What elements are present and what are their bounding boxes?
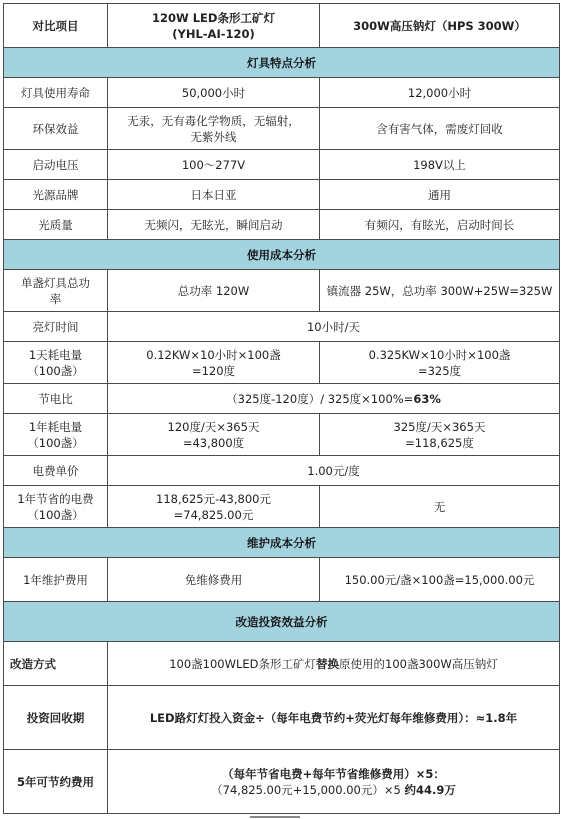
led-cell: [108, 342, 320, 384]
hps-cell: 含有害气体，需废灯回收: [320, 108, 560, 150]
section-row-retrofit: [4, 602, 560, 642]
section-title-features: 灯具特点分析: [4, 48, 560, 78]
shared-cell: LED路灯灯投入资金÷（每年电费节约+荧光灯每年维修费用）：≈1.8年: [108, 686, 560, 750]
row-label-line: 1天耗电量: [28, 347, 83, 362]
row-label: 节电比: [4, 384, 108, 414]
table-row: [4, 78, 560, 108]
hps-cell: 通用: [320, 180, 560, 210]
shared-cell: [108, 384, 560, 414]
row-label-line: 单盏灯具总功: [21, 275, 90, 290]
shared-cell: 1.00元/度: [108, 456, 560, 486]
five-year-result: 约44.9万: [404, 782, 456, 797]
table-row: [4, 456, 560, 486]
row-label: 电费单价: [4, 456, 108, 486]
hps-cell: 198V以上: [320, 150, 560, 180]
header-col-hps: 300W高压钠灯（HPS 300W）: [320, 4, 560, 48]
table-row: [4, 558, 560, 602]
hps-cell: 12,000小时: [320, 78, 560, 108]
row-label: 光源品牌: [4, 180, 108, 210]
led-cell: 日本日亚: [108, 180, 320, 210]
led-cell: [108, 414, 320, 456]
section-title-maintenance: 维护成本分析: [4, 528, 560, 558]
table-row: [4, 108, 560, 150]
row-label-line: （100盏）: [27, 363, 84, 378]
table-row: [4, 312, 560, 342]
row-label-line: 率: [49, 291, 62, 306]
row-label: [4, 270, 108, 312]
comparison-table: [3, 3, 560, 814]
row-label: 5年可节约费用: [4, 750, 108, 814]
led-cell-line: 118,625元-43,800元: [156, 491, 271, 506]
table-row: [4, 750, 560, 814]
five-year-calc-main: （74,825.00元+15,000.00元）×5: [211, 782, 405, 797]
section-row-maintenance: [4, 528, 560, 558]
led-cell: 100～277V: [108, 150, 320, 180]
led-cell: 免维修费用: [108, 558, 320, 602]
header-led-name: 120W LED条形工矿灯: [152, 10, 275, 25]
row-label: [4, 486, 108, 528]
led-cell: [108, 486, 320, 528]
row-label: 1年维护费用: [4, 558, 108, 602]
hps-cell-line: 0.325KW×10小时×100盏: [368, 347, 511, 362]
header-row: [4, 4, 560, 48]
saving-result: 63%: [413, 391, 441, 406]
section-row-features: [4, 48, 560, 78]
table-row: [4, 486, 560, 528]
section-row-cost: [4, 240, 560, 270]
section-title-cost: 使用成本分析: [4, 240, 560, 270]
header-col-led: [108, 4, 320, 48]
five-year-formula: （每年节省电费+每年节省维修费用）×5：: [222, 766, 445, 781]
led-cell-line: 无紫外线: [190, 129, 237, 144]
hps-cell-line: 325度/天×365天: [393, 419, 486, 434]
row-label: [4, 414, 108, 456]
five-year-calc: [112, 782, 555, 798]
led-cell: 50,000小时: [108, 78, 320, 108]
hps-cell: 150.00元/盏×100盏=15,000.00元: [320, 558, 560, 602]
table-row: [4, 210, 560, 240]
row-label: 光质量: [4, 210, 108, 240]
table-row: [4, 384, 560, 414]
row-label-line: （100盏）: [27, 435, 84, 450]
row-label: 启动电压: [4, 150, 108, 180]
table-row: [4, 180, 560, 210]
row-label: 投资回收期: [4, 686, 108, 750]
led-cell-line: =120度: [191, 363, 236, 378]
hps-cell: [320, 414, 560, 456]
row-label-line: 1年节省的电费: [17, 491, 94, 506]
method-text-post: 原使用的100盏300W高压钠灯: [339, 656, 498, 671]
header-col-item: 对比项目: [4, 4, 108, 48]
hps-cell-line: =118,625度: [405, 435, 474, 450]
shared-cell: 10小时/天: [108, 312, 560, 342]
table-row: [4, 342, 560, 384]
method-text-bold: 替换: [316, 656, 340, 671]
shared-cell: [108, 642, 560, 686]
led-cell-line: 无汞，无有毒化学物质，无辐射，: [127, 113, 300, 128]
row-label: 环保效益: [4, 108, 108, 150]
method-text-pre: 100盏100WLED条形工矿灯: [169, 656, 317, 671]
hps-cell: 无: [320, 486, 560, 528]
row-label-line: （100盏）: [27, 507, 84, 522]
led-cell: 总功率 120W: [108, 270, 320, 312]
page-divider: [250, 816, 300, 818]
row-label: 灯具使用寿命: [4, 78, 108, 108]
table-row: [4, 414, 560, 456]
row-label-line: 1年耗电量: [28, 419, 83, 434]
led-cell-line: 0.12KW×10小时×100盏: [146, 347, 281, 362]
row-label: 亮灯时间: [4, 312, 108, 342]
hps-cell: [320, 342, 560, 384]
table-row: [4, 642, 560, 686]
header-led-model: (YHL-AI-120): [172, 26, 255, 41]
led-cell-line: =43,800度: [182, 435, 245, 450]
table-row: [4, 150, 560, 180]
shared-cell: [108, 750, 560, 814]
led-cell-line: 120度/天×365天: [167, 419, 260, 434]
hps-cell: 有频闪，有眩光，启动时间长: [320, 210, 560, 240]
row-label: [4, 342, 108, 384]
row-label: 改造方式: [4, 642, 108, 686]
section-title-retrofit: 改造投资效益分析: [4, 602, 560, 642]
saving-formula: （325度-120度）/ 325度×100%=: [226, 391, 414, 406]
hps-cell-line: =325度: [417, 363, 462, 378]
led-cell: 无频闪，无眩光，瞬间启动: [108, 210, 320, 240]
table-row: [4, 270, 560, 312]
hps-cell: 镇流器 25W，总功率 300W+25W=325W: [320, 270, 560, 312]
led-cell-line: =74,825.00元: [173, 507, 254, 522]
led-cell: [108, 108, 320, 150]
table-row: [4, 686, 560, 750]
